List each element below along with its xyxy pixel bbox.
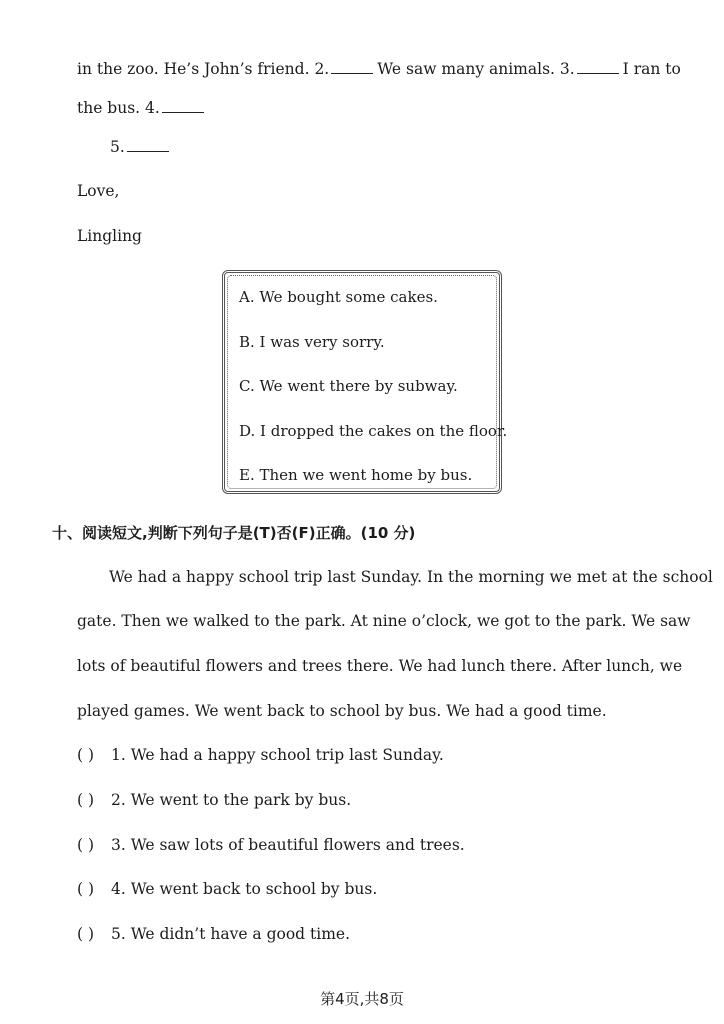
answer-paren[interactable]: ( ): [77, 836, 95, 854]
answer-blank-5[interactable]: [127, 137, 169, 152]
question-1: [77, 745, 444, 765]
letter-text: in the zoo. He’s John’s friend. 2.: [77, 60, 330, 78]
letter-text: I ran to: [622, 60, 681, 78]
letter-text: We saw many animals. 3.: [377, 60, 575, 78]
answer-paren[interactable]: ( ): [77, 925, 95, 943]
option-e: E. Then we went home by bus.: [239, 466, 473, 484]
options-box: [222, 270, 508, 494]
letter-line-2: [77, 98, 208, 118]
question-text: 5. We didn’t have a good time.: [111, 925, 351, 943]
letter-line-1: [77, 59, 681, 79]
passage-line-2: gate. Then we walked to the park. At nine o’clock, we got to the park. We saw: [77, 612, 691, 630]
letter-closing: Love,: [77, 182, 120, 200]
answer-blank-2[interactable]: [331, 59, 373, 74]
option-d: D. I dropped the cakes on the floor.: [239, 422, 508, 440]
letter-signature: Lingling: [77, 227, 142, 245]
question-5: [77, 924, 350, 944]
question-2: [77, 790, 351, 810]
question-text: 1. We had a happy school trip last Sunday.: [111, 746, 444, 764]
answer-paren[interactable]: ( ): [77, 791, 95, 809]
option-c: C. We went there by subway.: [239, 377, 458, 395]
letter-text: 5.: [110, 138, 125, 156]
question-text: 2. We went to the park by bus.: [111, 791, 352, 809]
passage-line-1: We had a happy school trip last Sunday. In the morning we met at the school: [109, 568, 713, 586]
answer-blank-3[interactable]: [577, 59, 619, 74]
page-footer: 第4页,共8页: [320, 990, 404, 1008]
option-a: A. We bought some cakes.: [239, 288, 438, 306]
question-4: [77, 879, 377, 899]
question-3: [77, 835, 465, 855]
passage-line-4: played games. We went back to school by bus. We had a good time.: [77, 702, 607, 720]
letter-text: the bus. 4.: [77, 99, 160, 117]
answer-paren[interactable]: ( ): [77, 746, 95, 764]
question-text: 3. We saw lots of beautiful flowers and trees.: [111, 836, 465, 854]
option-b: B. I was very sorry.: [239, 333, 385, 351]
answer-blank-4[interactable]: [162, 98, 204, 113]
answer-paren[interactable]: ( ): [77, 880, 95, 898]
section-title: 十、阅读短文,判断下列句子是(T)否(F)正确。(10 分): [52, 524, 416, 542]
passage-line-3: lots of beautiful flowers and trees there. We had lunch there. After lunch, we: [77, 657, 683, 675]
letter-line-3: [110, 137, 173, 157]
question-text: 4. We went back to school by bus.: [111, 880, 378, 898]
